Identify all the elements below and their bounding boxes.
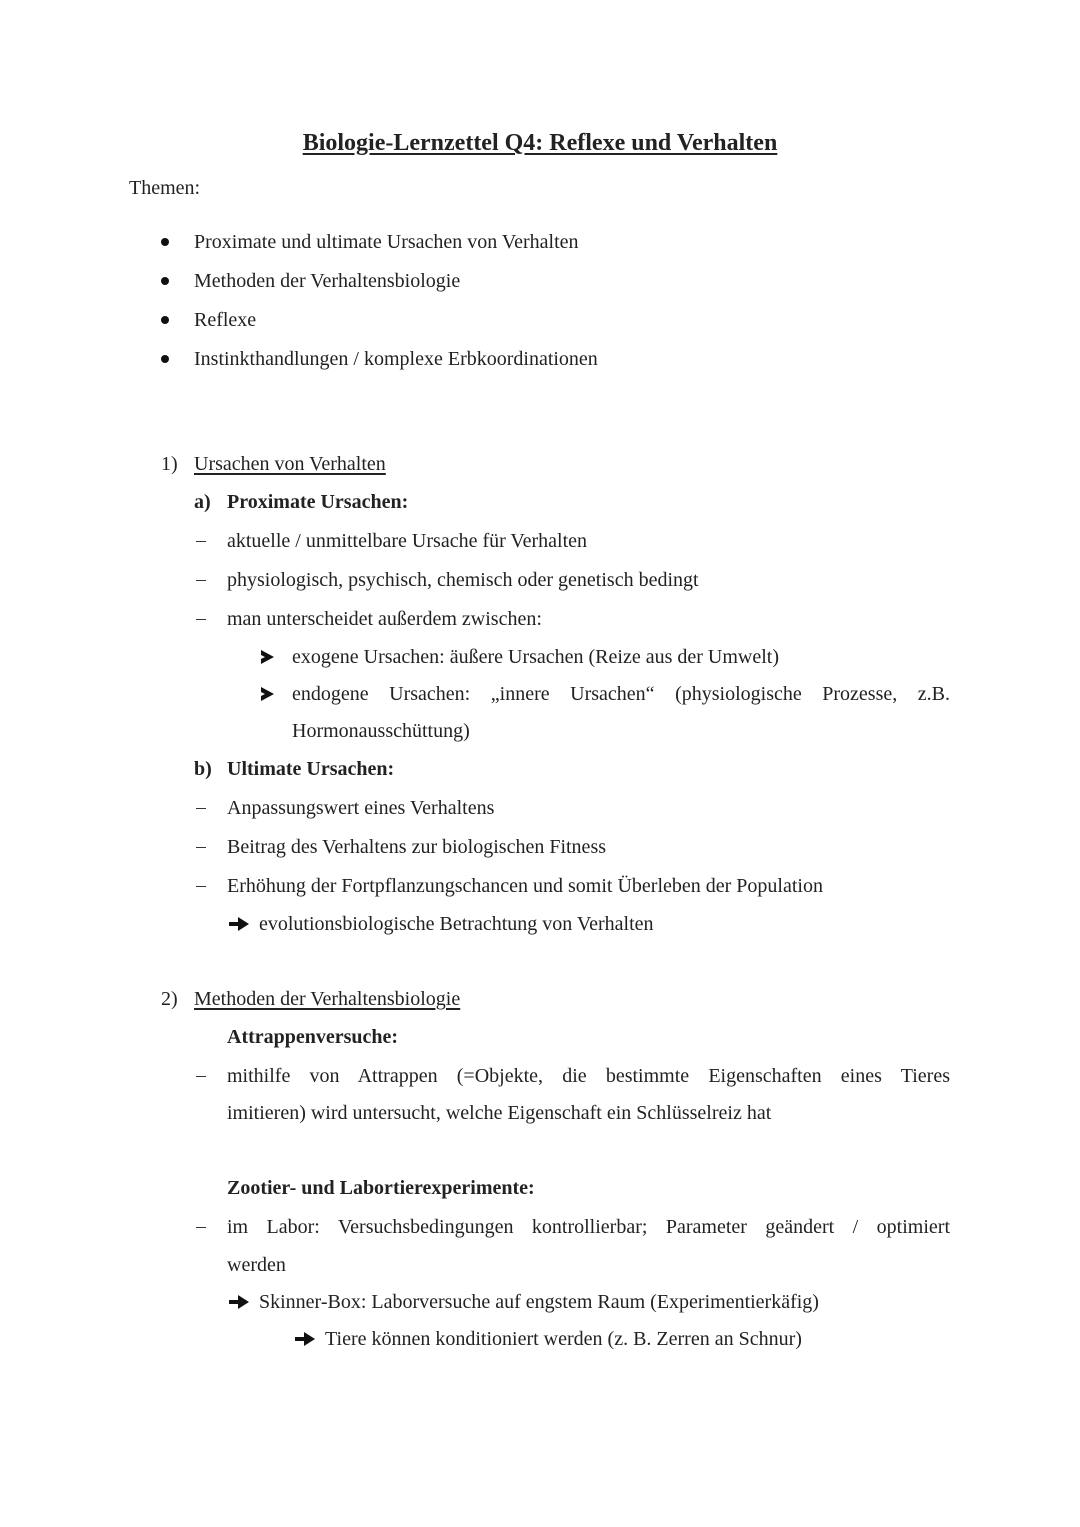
dash-icon (196, 1076, 206, 1077)
list-item: Reflexe (194, 309, 257, 331)
list-item: Anpassungswert eines Verhaltens (227, 797, 495, 819)
section-number: 1) (161, 453, 178, 475)
list-item: Skinner-Box: Laborversuche auf engstem Raum (Experimentierkäfig) (259, 1291, 819, 1313)
section-heading: Methoden der Verhaltensbiologie (194, 988, 461, 1010)
triangle-bullet-icon (261, 650, 274, 664)
list-item-continuation: imitieren) wird untersucht, welche Eigenschaft ein Schlüsselreiz hat (227, 1102, 772, 1124)
section-heading: Ursachen von Verhalten (194, 453, 386, 475)
subsection-heading: Zootier- und Labortierexperimente: (227, 1177, 535, 1199)
list-item-continuation: Hormonausschüttung) (292, 720, 470, 742)
dash-icon (196, 847, 206, 848)
dash-icon (196, 580, 206, 581)
list-item: Tiere können konditioniert werden (z. B. Zerren an Schnur) (325, 1328, 802, 1350)
list-item: man unterscheidet außerdem zwischen: (227, 608, 542, 630)
arrow-right-icon (295, 1332, 315, 1346)
conclusion-text: evolutionsbiologische Betrachtung von Verhalten (259, 913, 654, 935)
list-item: Instinkthandlungen / komplexe Erbkoordinationen (194, 348, 598, 370)
list-item: endogene Ursachen: „innere Ursachen“ (physiologische Prozesse, z.B. (292, 683, 950, 705)
subsection-heading: Attrappenversuche: (227, 1026, 399, 1048)
list-item: physiologisch, psychisch, chemisch oder genetisch bedingt (227, 569, 699, 591)
page-title: Biologie-Lernzettel Q4: Reflexe und Verhalten (302, 130, 778, 156)
subsection-heading: Ultimate Ursachen: (227, 758, 395, 780)
dash-icon (196, 808, 206, 809)
list-item: im Labor: Versuchsbedingungen kontrollierbar; Parameter geändert / optimiert (227, 1216, 950, 1238)
bullet-icon (161, 277, 169, 285)
dash-icon (196, 541, 206, 542)
bullet-icon (161, 316, 169, 324)
subsection-marker: b) (194, 758, 212, 780)
list-item: exogene Ursachen: äußere Ursachen (Reize aus der Umwelt) (292, 646, 779, 668)
subsection-heading: Proximate Ursachen: (227, 491, 409, 513)
dash-icon (196, 619, 206, 620)
bullet-icon (161, 355, 169, 363)
list-item: Erhöhung der Fortpflanzungschancen und somit Überleben der Population (227, 875, 823, 897)
section-number: 2) (161, 988, 178, 1010)
list-item: aktuelle / unmittelbare Ursache für Verhalten (227, 530, 588, 552)
themen-label: Themen: (129, 177, 201, 199)
list-item: Beitrag des Verhaltens zur biologischen Fitness (227, 836, 607, 858)
subsection-marker: a) (194, 491, 211, 513)
list-item: Methoden der Verhaltensbiologie (194, 270, 461, 292)
list-item: Proximate und ultimate Ursachen von Verhalten (194, 231, 579, 253)
arrow-right-icon (229, 917, 249, 931)
dash-icon (196, 1227, 206, 1228)
list-item-continuation: werden (227, 1254, 286, 1276)
arrow-right-icon (229, 1295, 249, 1309)
bullet-icon (161, 238, 169, 246)
triangle-bullet-icon (261, 687, 274, 701)
list-item: mithilfe von Attrappen (=Objekte, die bestimmte Eigenschaften eines Tieres (227, 1065, 950, 1087)
dash-icon (196, 886, 206, 887)
